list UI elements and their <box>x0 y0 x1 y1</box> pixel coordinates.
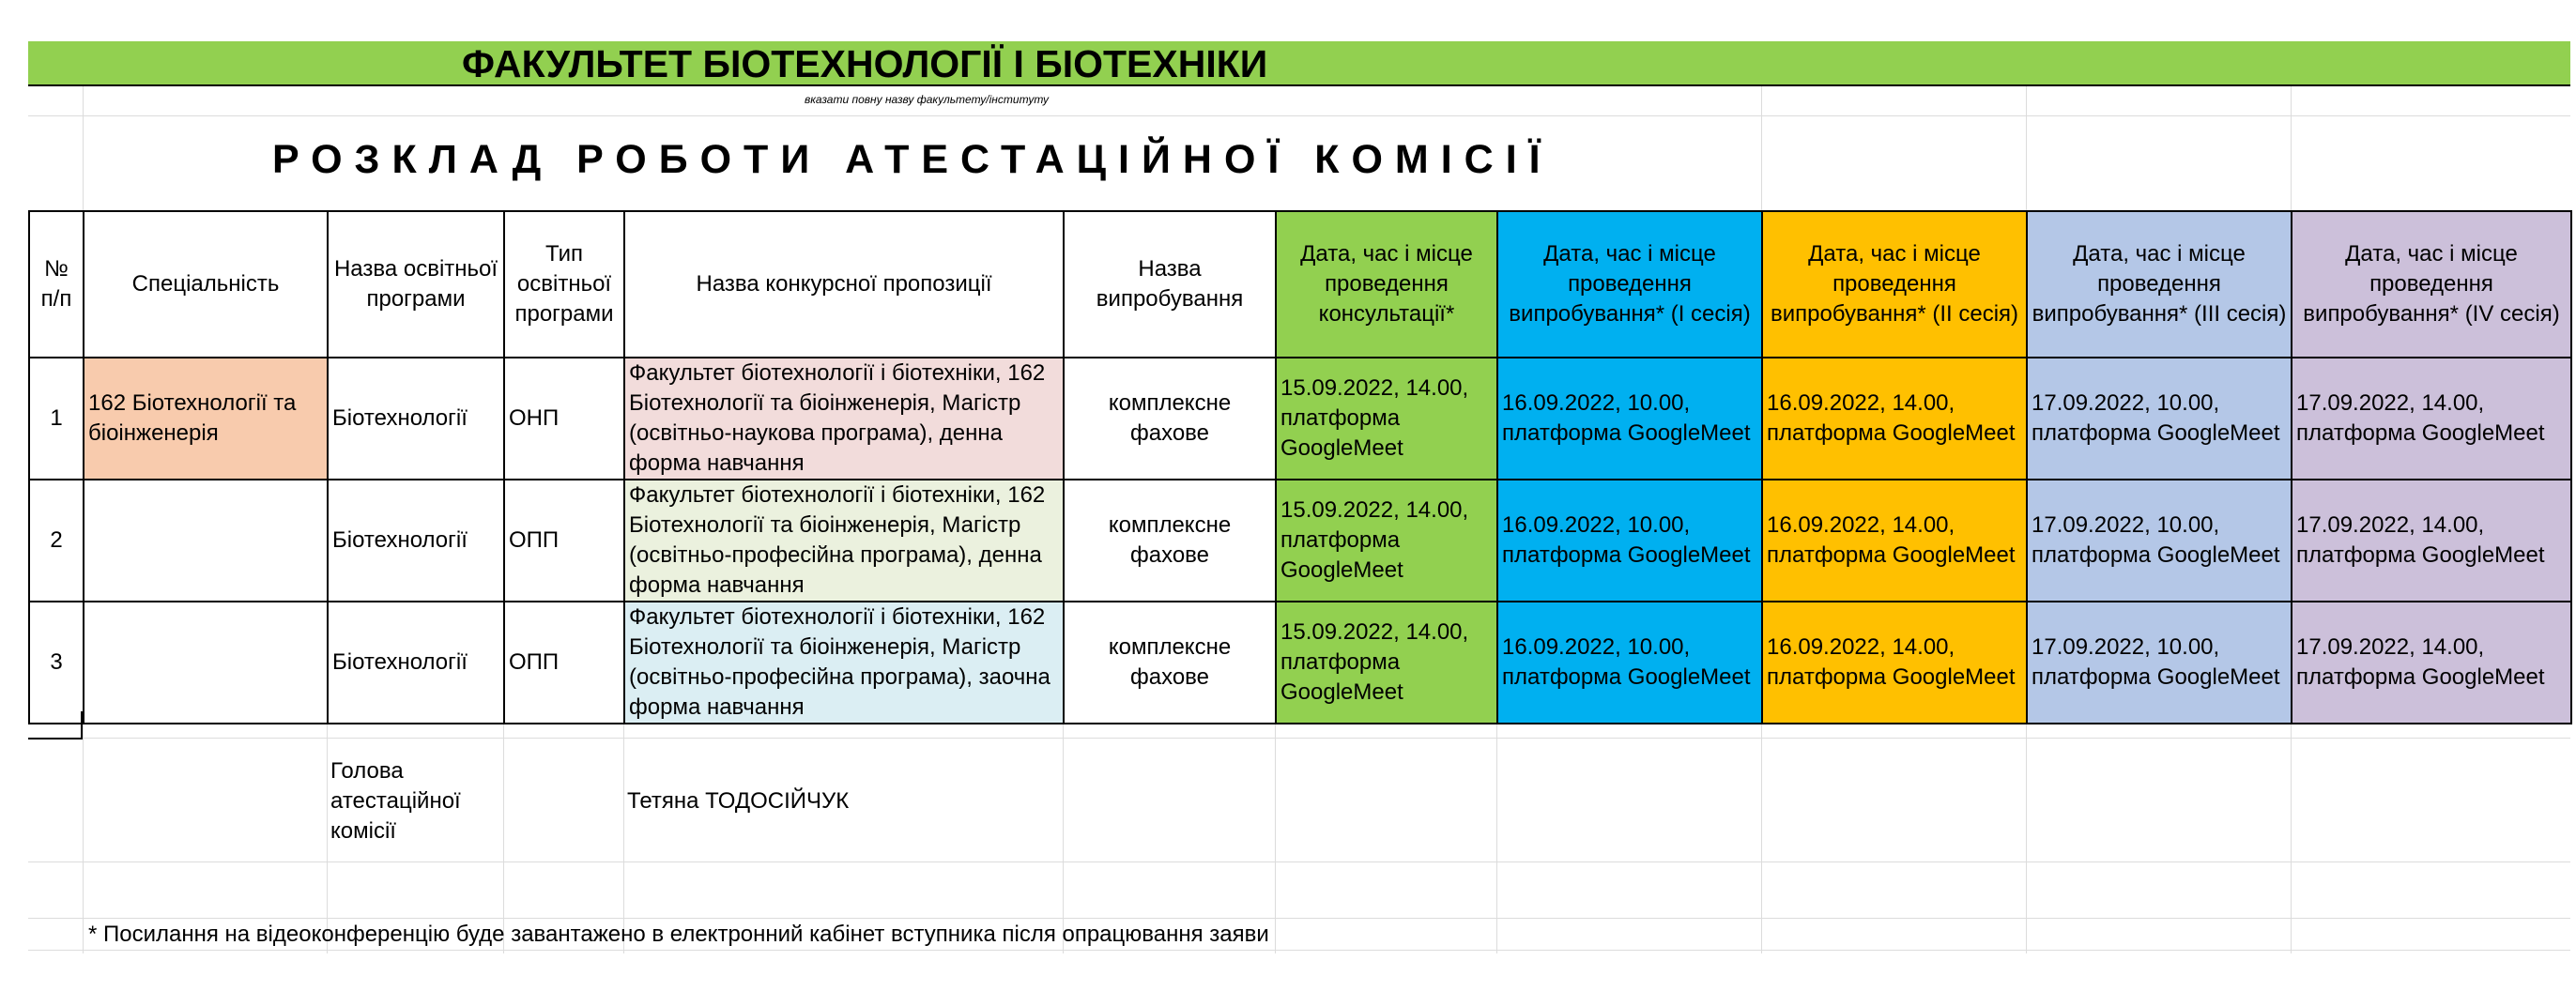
chair-role: Голова атестаційної комісії <box>330 758 461 844</box>
session-4-cell: 17.09.2022, 14.00, платформа GoogleMeet <box>2292 480 2571 602</box>
session-2-cell: 16.09.2022, 14.00, платформа GoogleMeet <box>1762 480 2027 602</box>
program-type-cell: ОПП <box>504 602 624 724</box>
table-row <box>29 358 2571 480</box>
col-header-session-2: Дата, час і місце проведення випробування* (ІІ сесія) <box>1762 211 2027 358</box>
program-type-cell: ОНП <box>504 358 624 480</box>
session-4-cell: 17.09.2022, 14.00, платформа GoogleMeet <box>2292 358 2571 480</box>
exam-cell: комплексне фахове <box>1064 602 1276 724</box>
consultation-cell: 15.09.2022, 14.00, платформа GoogleMeet <box>1276 480 1497 602</box>
specialty-cell: 162 Біотехнології та біоінженерія <box>84 358 328 480</box>
faculty-banner <box>28 41 2570 86</box>
consultation-cell: 15.09.2022, 14.00, платформа GoogleMeet <box>1276 602 1497 724</box>
session-1-cell: 16.09.2022, 10.00, платформа GoogleMeet <box>1497 602 1762 724</box>
session-1-cell: 16.09.2022, 10.00, платформа GoogleMeet <box>1497 480 1762 602</box>
col-header-program-type: Тип освітньої програми <box>504 211 624 358</box>
schedule-title: РОЗКЛАД РОБОТИ АТЕСТАЦІЙНОЇ КОМІСІЇ <box>272 137 1553 182</box>
schedule-table <box>28 210 2572 724</box>
col-header-proposal: Назва конкурсної пропозиції <box>624 211 1064 358</box>
table-row <box>29 602 2571 724</box>
exam-cell: комплексне фахове <box>1064 358 1276 480</box>
col-header-session-3: Дата, час і місце проведення випробування* (ІІІ сесія) <box>2027 211 2292 358</box>
program-cell: Біотехнології <box>328 480 504 602</box>
session-4-cell: 17.09.2022, 14.00, платформа GoogleMeet <box>2292 602 2571 724</box>
row-number: 2 <box>29 480 84 602</box>
session-3-cell: 17.09.2022, 10.00, платформа GoogleMeet <box>2027 602 2292 724</box>
session-2-cell: 16.09.2022, 14.00, платформа GoogleMeet <box>1762 602 2027 724</box>
faculty-hint: вказати повну назву факультету/інституту <box>805 93 1050 106</box>
chair-name: Тетяна ТОДОСІЙЧУК <box>627 788 850 814</box>
col-header-session-1: Дата, час і місце проведення випробування* (І сесія) <box>1497 211 1762 358</box>
session-1-cell: 16.09.2022, 10.00, платформа GoogleMeet <box>1497 358 1762 480</box>
table-row <box>29 480 2571 602</box>
faculty-title: ФАКУЛЬТЕТ БІОТЕХНОЛОГІЇ І БІОТЕХНІКИ <box>462 42 1268 85</box>
session-3-cell: 17.09.2022, 10.00, платформа GoogleMeet <box>2027 358 2292 480</box>
proposal-cell: Факультет біотехнології і біотехніки, 162 Біотехнології та біоінженерія, Магістр (освітньо-професійна програма), денна форма навчання <box>624 480 1064 602</box>
col-header-consultation: Дата, час і місце проведення консультації* <box>1276 211 1497 358</box>
program-cell: Біотехнології <box>328 602 504 724</box>
col-header-program: Назва освітньої програми <box>328 211 504 358</box>
col-header-exam: Назва випробування <box>1064 211 1276 358</box>
table-header-row <box>29 211 2571 358</box>
session-2-cell: 16.09.2022, 14.00, платформа GoogleMeet <box>1762 358 2027 480</box>
exam-cell: комплексне фахове <box>1064 480 1276 602</box>
footnote: * Посилання на відеоконференцію буде завантажено в електронний кабінет вступника після опрацювання заяви <box>88 922 1269 947</box>
col-header-session-4: Дата, час і місце проведення випробування* (IV сесія) <box>2292 211 2571 358</box>
col-header-specialty: Спеціальність <box>84 211 328 358</box>
program-type-cell: ОПП <box>504 480 624 602</box>
proposal-cell: Факультет біотехнології і біотехніки, 162 Біотехнології та біоінженерія, Магістр (освітньо-професійна програма), заочна форма навчання <box>624 602 1064 724</box>
consultation-cell: 15.09.2022, 14.00, платформа GoogleMeet <box>1276 358 1497 480</box>
col-header-number: № п/п <box>29 211 84 358</box>
session-3-cell: 17.09.2022, 10.00, платформа GoogleMeet <box>2027 480 2292 602</box>
program-cell: Біотехнології <box>328 358 504 480</box>
proposal-cell: Факультет біотехнології і біотехніки, 162 Біотехнології та біоінженерія, Магістр (освітньо-наукова програма), денна форма навчання <box>624 358 1064 480</box>
row-number: 1 <box>29 358 84 480</box>
specialty-cell <box>84 602 328 724</box>
specialty-cell <box>84 480 328 602</box>
row-number: 3 <box>29 602 84 724</box>
